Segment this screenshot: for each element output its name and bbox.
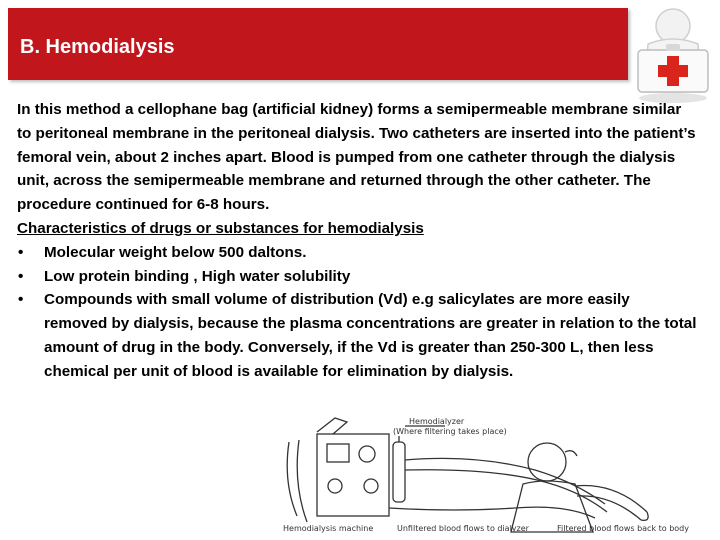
bullet-text: Molecular weight below 500 daltons. bbox=[44, 243, 307, 261]
unfiltered-label: Unfiltered blood flows to dialyzer bbox=[397, 524, 529, 533]
slide-body bbox=[17, 98, 697, 384]
characteristics-list bbox=[17, 241, 697, 384]
dialyzer-note: (Where filtering takes place) bbox=[393, 427, 507, 436]
slide-title: B. Hemodialysis bbox=[20, 36, 175, 58]
hemodialysis-diagram bbox=[275, 412, 720, 540]
dialyzer-label: Hemodialyzer bbox=[409, 417, 465, 426]
title-bar bbox=[8, 8, 628, 80]
bullet-item bbox=[17, 265, 697, 289]
bullet-item bbox=[17, 241, 697, 265]
characteristics-heading: Characteristics of drugs or substances for hemodialysis bbox=[17, 219, 424, 237]
first-aid-figure-icon bbox=[628, 4, 718, 104]
filtered-label: Filtered blood flows back to body bbox=[557, 524, 689, 533]
machine-label: Hemodialysis machine bbox=[283, 524, 374, 533]
intro-paragraph: In this method a cellophane bag (artificial kidney) forms a semipermeable membrane similar to peritoneal membrane in the peritoneal dialysis. Two catheters are inserted into the patient’s femoral vein, about 2 inches apart. Blood is pumped from one catheter through the dialysis unit, across the semipermeable membrane and returned through the other catheter. The procedure continued for 6-8 hours. bbox=[17, 101, 696, 214]
bullet-marker: • bbox=[18, 243, 24, 261]
bullet-text: Compounds with small volume of distribution (Vd) e.g salicylates are more easily removed by dialysis, because the plasma concentrations are greater in relation to the total amount of drug in the body. Conversely, if the Vd is greater than 250-300 L, then less chemical per unit of blood is available for elimination by dialysis. bbox=[44, 291, 697, 380]
bullet-marker: • bbox=[18, 291, 24, 309]
bullet-item bbox=[17, 288, 697, 383]
bullet-marker: • bbox=[18, 267, 24, 285]
bullet-text: Low protein binding , High water solubility bbox=[44, 267, 351, 285]
